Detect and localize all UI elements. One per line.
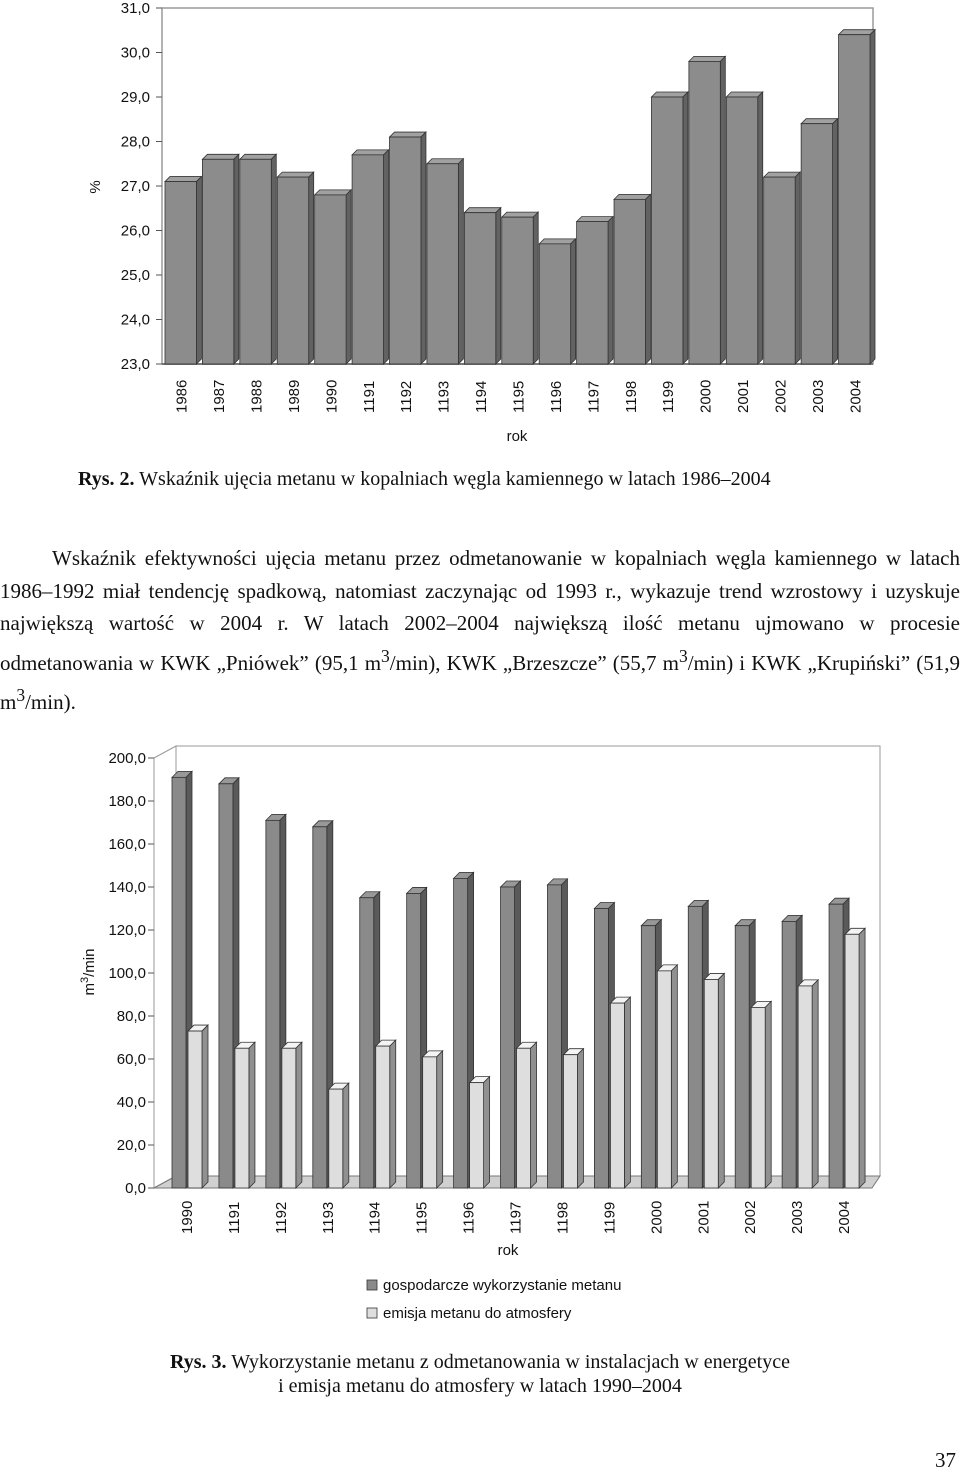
x-tick-label: 1990 <box>323 379 341 413</box>
y-tick-label: 40,0 <box>116 1094 146 1111</box>
x-tick-label: 1197 <box>507 1201 525 1234</box>
y-tick-label: 200,0 <box>108 750 146 767</box>
y-tick-label: 100,0 <box>108 965 146 982</box>
bar-emisja <box>610 997 630 1188</box>
bar <box>764 172 800 364</box>
bar <box>352 150 388 364</box>
y-tick-label: 30,0 <box>120 44 150 62</box>
legend-item <box>367 1305 572 1322</box>
y-tick-label: 31,0 <box>120 0 150 17</box>
x-tick-label: 1192 <box>272 1201 290 1234</box>
legend-label: emisja metanu do atmosfery <box>383 1305 572 1322</box>
x-tick-label: 1191 <box>225 1201 243 1234</box>
x-tick-label: 1199 <box>660 380 678 413</box>
y-tick-label: 60,0 <box>116 1051 146 1068</box>
x-tick-label: 2003 <box>809 379 827 413</box>
x-tick-label: 1988 <box>248 379 266 413</box>
paragraph-part-2: /min), KWK „Brzeszcze” (55,7 m <box>389 650 679 675</box>
figure-2-caption <box>78 468 938 491</box>
figure-3-line-1: Wykorzystanie metanu z odmetanowania w instalacjach w energetyce <box>226 1351 790 1373</box>
x-axis-label: rok <box>497 1242 519 1259</box>
superscript-3: 3 <box>16 685 26 705</box>
legend-swatch <box>367 1308 377 1318</box>
y-tick-label: 26,0 <box>120 222 150 240</box>
bar <box>240 154 276 364</box>
x-tick-label: 1198 <box>554 1201 572 1234</box>
x-tick-label: 1191 <box>360 380 378 413</box>
bar-emisja <box>376 1040 396 1188</box>
legend-label: gospodarcze wykorzystanie metanu <box>383 1277 622 1294</box>
bar <box>390 132 426 364</box>
y-tick-label: 24,0 <box>120 311 150 329</box>
x-tick-label: 2002 <box>772 379 790 413</box>
bar <box>651 92 687 364</box>
bar-emisja <box>845 928 865 1188</box>
bar <box>315 190 351 364</box>
figure-2-text: Wskaźnik ujęcia metanu w kopalniach węgla kamiennego w latach 1986–2004 <box>134 468 771 490</box>
superscript-2: 3 <box>678 645 688 666</box>
bar <box>427 159 463 364</box>
y-tick-label: 28,0 <box>120 133 150 151</box>
y-tick-label: 160,0 <box>108 836 146 853</box>
figure-2-label: Rys. 2. <box>78 468 135 490</box>
x-tick-label: 2000 <box>697 379 715 413</box>
x-tick-label: 2001 <box>735 379 753 413</box>
bar-emisja <box>282 1042 302 1188</box>
bar <box>689 56 725 364</box>
x-tick-label: 1986 <box>173 379 191 413</box>
x-tick-label: 2004 <box>836 1200 854 1234</box>
bar <box>539 239 575 364</box>
paragraph-part-1: Wskaźnik efektywności ujęcia metanu przez odmetanowanie w kopalniach węgla kamiennego w latach 1986–1992 miał tendencję spadkową, natomiast zaczynając od 1993 r., wykazuje trend wzrostowy i uzyskuje największą wartość w 2004 r. W latach 2002–2004 największą ilość metanu ujmowano w procesie odmetanowania w KWK „Pniówek” (95,1 m <box>0 546 960 675</box>
body-paragraph <box>0 542 960 719</box>
bar-emisja <box>657 965 677 1188</box>
y-tick-label: 27,0 <box>120 178 150 195</box>
y-tick-label: 120,0 <box>108 922 146 939</box>
x-tick-label: 1196 <box>460 1201 478 1234</box>
methane-capture-rate-chart <box>0 0 960 460</box>
bar-emisja <box>517 1042 537 1188</box>
bar-emisja <box>563 1049 583 1188</box>
figure-3-label: Rys. 3. <box>170 1351 227 1373</box>
bar <box>464 208 500 364</box>
x-tick-label: 2004 <box>847 379 865 413</box>
page-number: 37 <box>935 1448 956 1472</box>
x-tick-label: 1194 <box>473 380 491 413</box>
x-tick-label: 1199 <box>601 1201 619 1234</box>
y-tick-label: 0,0 <box>125 1180 146 1197</box>
figure-3-line-2: i emisja metanu do atmosfery w latach 1990–2004 <box>278 1375 682 1397</box>
bar-emisja <box>751 1001 771 1188</box>
bar-emisja <box>188 1025 208 1188</box>
figure-3-caption <box>0 1350 960 1398</box>
bar <box>502 212 538 364</box>
bar-emisja <box>704 973 724 1188</box>
legend-swatch <box>367 1280 377 1290</box>
methane-use-emission-chart <box>0 742 960 1342</box>
x-axis-label: rok <box>506 428 528 445</box>
x-tick-label: 1194 <box>366 1201 384 1234</box>
bar <box>202 154 238 364</box>
bar <box>614 194 650 364</box>
y-axis-label: % <box>87 180 104 194</box>
x-tick-label: 1990 <box>179 1200 196 1234</box>
x-tick-label: 1987 <box>211 379 229 413</box>
paragraph-part-4: /min). <box>25 690 76 714</box>
x-tick-label: 1198 <box>622 380 640 413</box>
superscript-1: 3 <box>381 645 390 666</box>
bar-emisja <box>235 1042 255 1188</box>
bar <box>165 177 201 364</box>
y-tick-label: 80,0 <box>116 1008 146 1025</box>
x-tick-label: 1193 <box>319 1201 337 1234</box>
x-tick-label: 2001 <box>695 1200 713 1234</box>
bar-emisja <box>798 980 818 1188</box>
bar-emisja <box>329 1083 349 1188</box>
y-tick-label: 25,0 <box>120 267 150 284</box>
bar <box>577 217 613 364</box>
x-tick-label: 2003 <box>789 1200 807 1234</box>
legend-item <box>367 1277 621 1294</box>
x-tick-label: 1989 <box>285 379 303 413</box>
x-tick-label: 1192 <box>398 380 416 413</box>
y-tick-label: 180,0 <box>108 793 146 810</box>
y-tick-label: 20,0 <box>116 1137 146 1154</box>
x-tick-label: 1196 <box>547 380 565 413</box>
bar-emisja <box>423 1051 443 1188</box>
bar <box>726 92 762 364</box>
x-tick-label: 2002 <box>742 1200 760 1234</box>
bar <box>277 172 313 364</box>
x-tick-label: 2000 <box>648 1200 666 1234</box>
bar-emisja <box>470 1077 490 1188</box>
y-tick-label: 29,0 <box>120 89 150 106</box>
bar <box>801 119 837 364</box>
x-tick-label: 1195 <box>510 380 528 413</box>
y-axis-label: $m^3/\min$ <box>79 948 98 996</box>
y-tick-label: 23,0 <box>120 356 150 373</box>
x-tick-label: 1193 <box>435 380 453 413</box>
paragraph-part-3: /min) i KWK „Krupiński” (51,9 m <box>0 650 960 714</box>
bar <box>839 30 875 364</box>
x-tick-label: 1197 <box>585 380 603 413</box>
y-tick-label: 140,0 <box>108 879 146 896</box>
x-tick-label: 1195 <box>413 1201 431 1234</box>
